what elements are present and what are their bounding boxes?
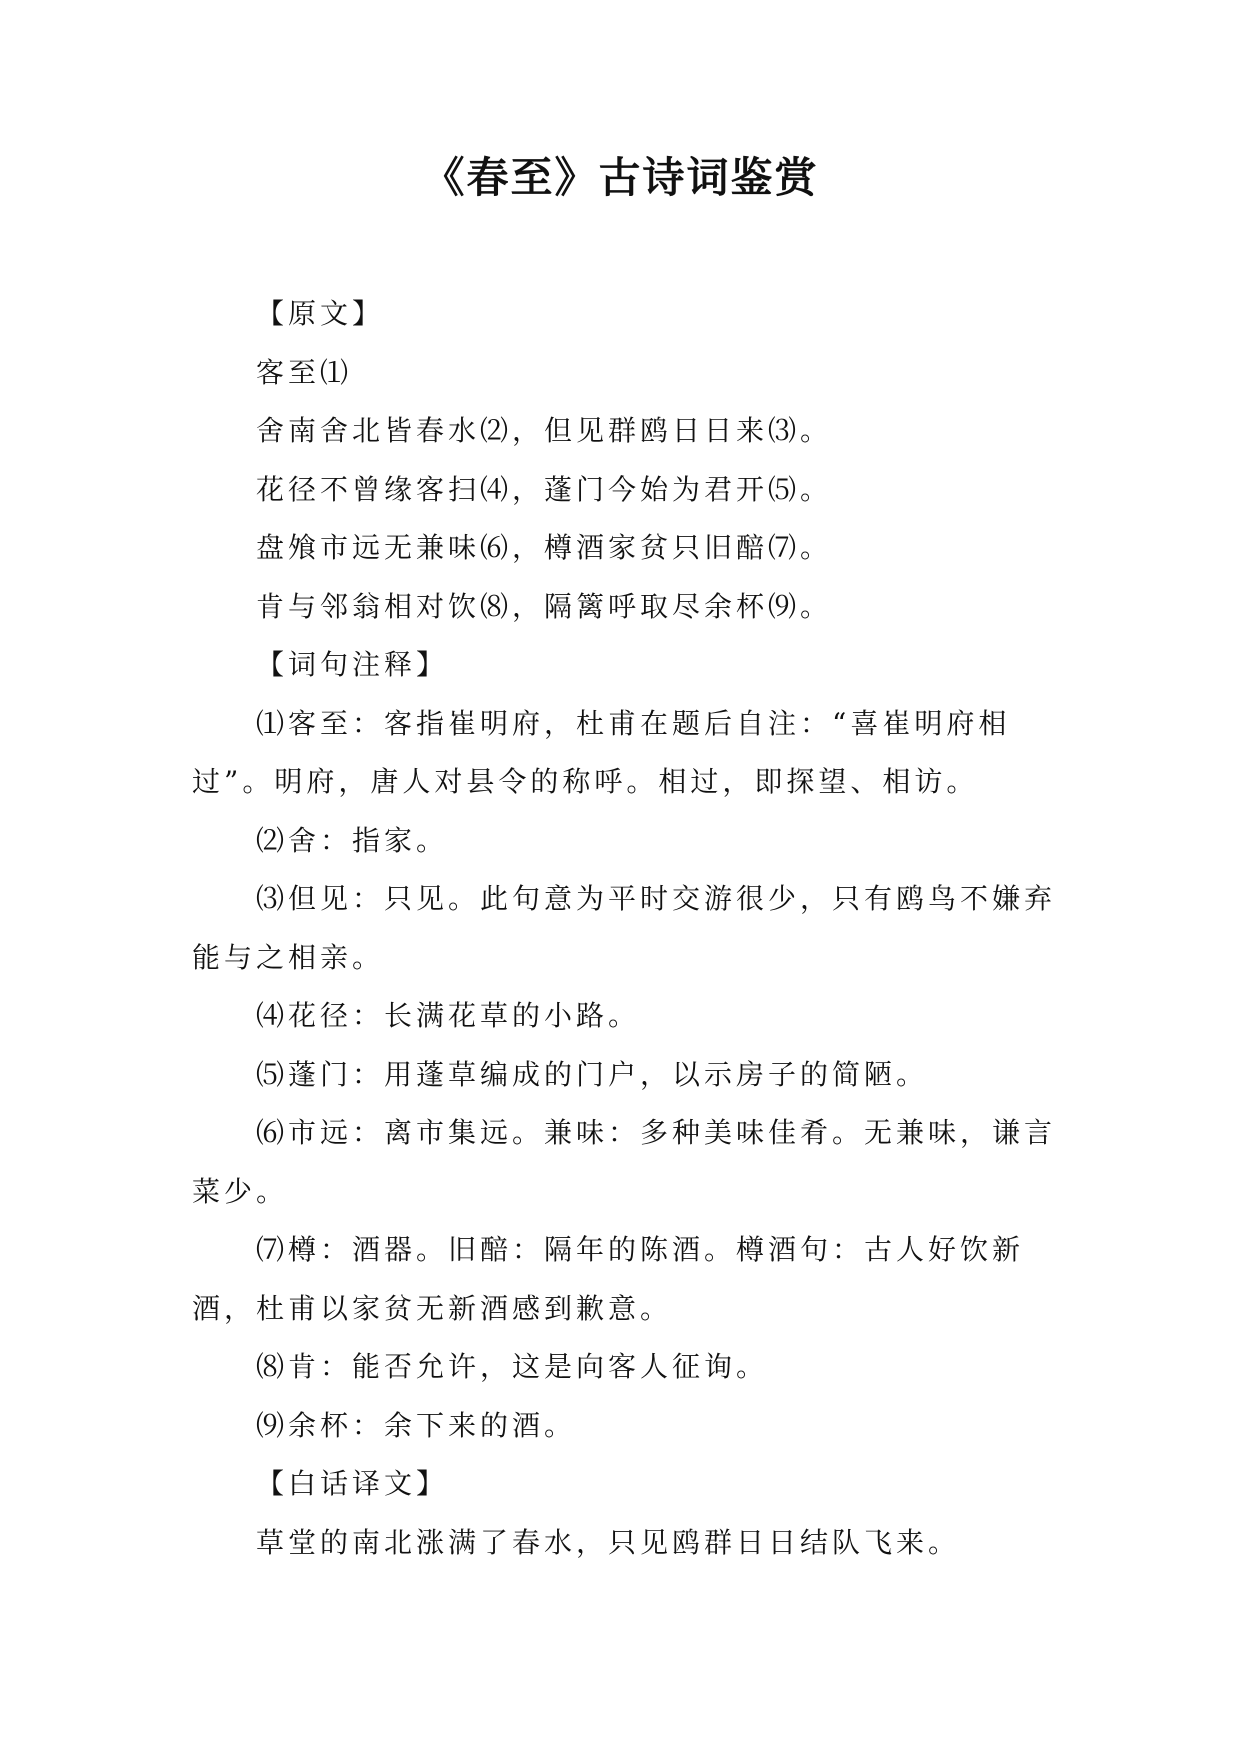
section-heading-original: 【原文】 xyxy=(256,297,385,330)
document-title: 《春至》古诗词鉴赏 xyxy=(422,153,819,202)
section-heading-notes: 【词句注释】 xyxy=(256,648,449,681)
note-paragraph: ⑶但见：只见。此句意为平时交游很少，只有鸥鸟不嫌弃能与之相亲。 xyxy=(192,882,1057,974)
document-body xyxy=(192,285,1058,1572)
note-paragraph: ⑴客至：客指崔明府，杜甫在题后自注：“喜崔明府相过”。明府，唐人对县令的称呼。相过，即探望、相访。 xyxy=(192,706,1011,798)
note-paragraph: ⑺樽：酒器。旧醅：隔年的陈酒。樽酒句：古人好饮新酒，杜甫以家贫无新酒感到歉意。 xyxy=(192,1233,1025,1325)
poem-line: 花径不曾缘客扫⑷，蓬门今始为君开⑸。 xyxy=(256,472,833,506)
poem-line: 肯与邻翁相对饮⑻，隔篱呼取尽余杯⑼。 xyxy=(256,589,833,623)
note-paragraph: ⑼余杯：余下来的酒。 xyxy=(256,1408,577,1442)
note-paragraph: ⑷花径：长满花草的小路。 xyxy=(256,999,641,1032)
section-heading-translation: 【白话译文】 xyxy=(256,1467,449,1500)
poem-line: 舍南舍北皆春水⑵，但见群鸥日日来⑶。 xyxy=(256,414,833,447)
translation-paragraph: 草堂的南北涨满了春水，只见鸥群日日结队飞来。 xyxy=(256,1525,961,1559)
note-paragraph: ⑹市远：离市集远。兼味：多种美味佳肴。无兼味，谦言菜少。 xyxy=(192,1116,1057,1208)
note-paragraph: ⑻肯：能否允许，这是向客人征询。 xyxy=(256,1350,769,1383)
poem-line: 盘飧市远无兼味⑹，樽酒家贫只旧醅⑺。 xyxy=(256,531,833,564)
note-paragraph: ⑵舍：指家。 xyxy=(256,823,449,857)
poem-title: 客至⑴ xyxy=(256,355,353,389)
note-paragraph: ⑸蓬门：用蓬草编成的门户，以示房子的简陋。 xyxy=(256,1057,929,1091)
